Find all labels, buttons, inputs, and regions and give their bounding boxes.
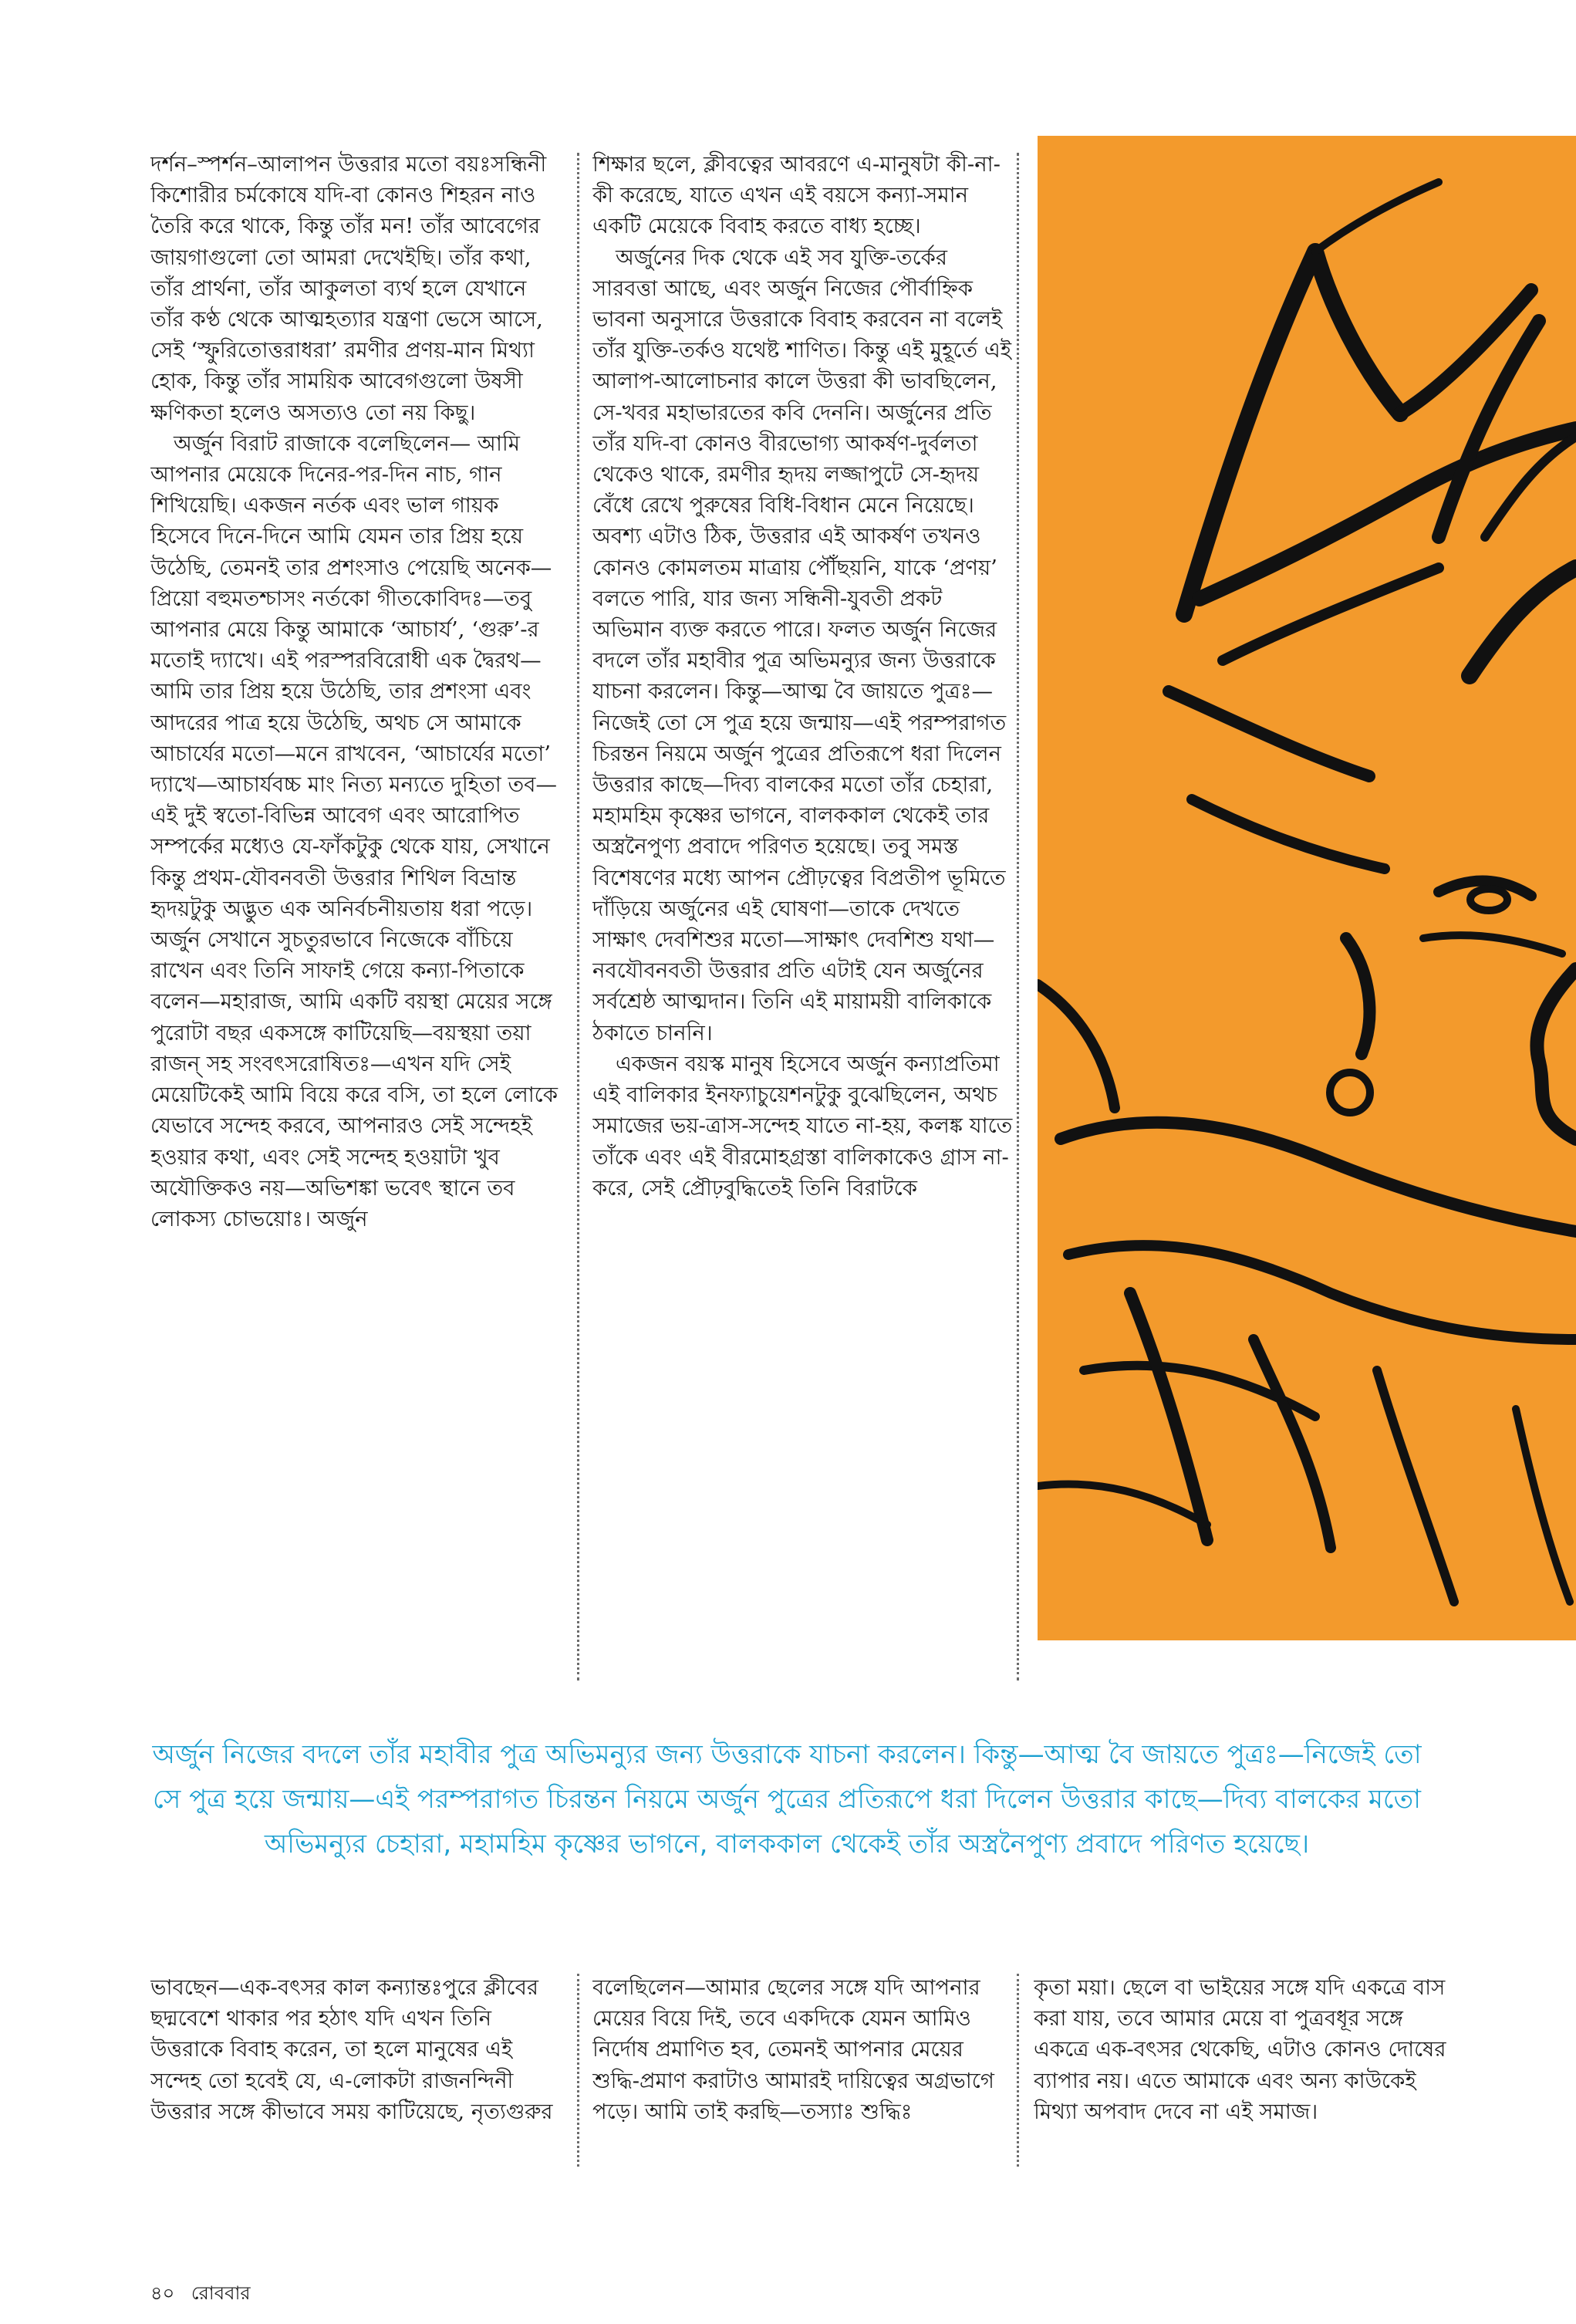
bottom-column-2: বলেছিলেন—আমার ছেলের সঙ্গে যদি আপনার মেয়ের বিয়ে দিই, তবে একদিকে যেমন আমিও নির্দোষ প্রমাণিত হব, তেমনই আপনার মেয়ের শুদ্ধি-প্রমাণ করাটাও আমারই দায়িত্বের অগ্রভাগে পড়ে। আমি তাই করছি—তস্যাঃ শুদ্ধিঃ xyxy=(592,1975,994,2124)
page-footer xyxy=(150,2279,251,2310)
column-divider-2 xyxy=(1017,153,1019,1681)
column-1-paragraph-2: অর্জুন বিরাট রাজাকে বলেছিলেন— আমি আপনার মেয়েকে দিনের-পর-দিন নাচ, গান শিখিয়েছি। একজন নর্তক এবং ভাল গায়ক হিসেবে দিনে-দিনে আমি যেমন তার প্রিয় হয়ে উঠেছি, তেমনই তার প্রশংসাও পেয়েছি অনেক—প্রিয়ো বহুমতশ্চাসং নর্তকো গীতকোবিদঃ—তবু আপনার মেয়ে কিন্তু আমাকে ‘আচার্য’, ‘গুরু’-র মতোই দ্যাখে। এই পরস্পরবিরোধী এক দ্বৈরথ—আমি তার প্রিয় হয়ে উঠেছি, তার প্রশংসা এবং আদরের পাত্র হয়ে উঠেছি, অথচ সে আমাকে আচার্যের মতো—মনে রাখবেন, ‘আচার্যের মতো’ দ্যাখে—আচার্যবচ্চ মাং নিত্য মন্যতে দুহিতা তব—এই দুই স্বতো-বিভিন্ন আবেগ এবং আরোপিত সম্পর্কের মধ্যেও যে-ফাঁকটুকু থেকে যায়, সেখানে কিন্তু প্রথম-যৌবনবতী উত্তরার শিথিল বিভ্রান্ত হৃদয়টুকু অদ্ভুত এক অনির্বচনীয়তায় ধরা পড়ে। অর্জুন সেখানে সুচতুরভাবে নিজেকে বাঁচিয়ে রাখেন এবং তিনি সাফাই গেয়ে কন্যা-পিতাকে বলেন—মহারাজ, আমি একটি বয়স্থা মেয়ের সঙ্গে পুরোটা বছর একসঙ্গে কাটিয়েছি—বয়স্থয়া তয়া রাজন্ সহ সংবৎসরোষিতঃ—এখন যদি সেই মেয়েটিকেই আমি বিয়ে করে বসি, তা হলে লোকে যেভাবে সন্দেহ করবে, আপনারও সেই সন্দেহই হওয়ার কথা, এবং সেই সন্দেহ হওয়াটা খুব অযৌক্তিকও নয়—অভিশঙ্কা ভবেৎ স্থানে তব লোকস্য চোভয়োঃ। অর্জুন xyxy=(150,431,558,1231)
column-1-paragraph-1: দর্শন–স্পর্শন–আলাপন উত্তরার মতো বয়ঃসন্ধিনী কিশোরীর চর্মকোষে যদি-বা কোনও শিহরন নাও তৈরি করে থাকে, কিন্তু তাঁর মন! তাঁর আবেগের জায়গাগুলো তো আমরা দেখেইছি। তাঁর কথা, তাঁর প্রার্থনা, তাঁর আকুলতা ব্যর্থ হলে যেখানে তাঁর কণ্ঠ থেকে আত্মহত্যার যন্ত্রণা ভেসে আসে, সেই ‘স্ফুরিতোত্তরাধরা’ রমণীর প্রণয়-মান মিথ্যা হোক, কিন্তু তাঁর সাময়িক আবেগগুলো উষসী ক্ষণিকতা হলেও অসত্যও তো নয় কিছু। xyxy=(150,152,547,425)
pull-quote: অর্জুন নিজের বদলে তাঁর মহাবীর পুত্র অভিমন্যুর জন্য উত্তরাকে যাচনা করলেন। কিন্তু—আত্ম বৈ জায়তে পুত্রঃ—নিজেই তো সে পুত্র হয়ে জন্মায়—এই পরম্পরাগত চিরন্তন নিয়মে অর্জুন পুত্রের প্রতিরূপে ধরা দিলেন উত্তরার কাছে—দিব্য বালকের মতো অভিমন্যুর চেহারা, মহামহিম কৃষ্ণের ভাগনে, বালককাল থেকেই তাঁর অস্ত্রনৈপুণ্য প্রবাদে পরিণত হয়েছে। xyxy=(152,1739,1422,1860)
article-column-1 xyxy=(150,149,563,1688)
bottom-column-1: ভাবছেন—এক-বৎসর কাল কন্যান্তঃপুরে ক্লীবের ছদ্মবেশে থাকার পর হঠাৎ যদি এখন তিনি উত্তরাকে বিবাহ করেন, তা হলে মানুষের এই সন্দেহ তো হবেই যে, এ-লোকটা রাজনন্দিনী উত্তরার সঙ্গে কীভাবে সময় কাটিয়েছে, নৃত্যগুরুর xyxy=(150,1975,553,2124)
column-2-paragraph-1: শিক্ষার ছলে, ক্লীবত্বের আবরণে এ-মানুষটা কী-না-কী করেছে, যাতে এখন এই বয়সে কন্যা-সমান একটি মেয়েকে বিবাহ করতে বাধ্য হচ্ছে। xyxy=(592,152,1001,239)
column-2-paragraph-3: একজন বয়স্ক মানুষ হিসেবে অর্জুন কন্যাপ্রতিমা এই বালিকার ইনফ্যাচুয়েশনটুকু বুঝেছিলেন, অথচ সমাজের ভয়-ত্রাস-সন্দেহ যাতে না-হয়, কলঙ্ক যাতে তাঁকে এবং এই বীরমোহগ্রস্তা বালিকাকেও গ্রাস না-করে, সেই প্রৌঢ়বুদ্ধিতেই তিনি বিরাটকে xyxy=(592,1051,1013,1201)
illustration-panel xyxy=(1038,136,1576,1640)
article-column-2 xyxy=(592,149,1014,1688)
page-number: ৪০ xyxy=(150,2282,175,2304)
magazine-name: রোববার xyxy=(191,2282,251,2304)
mythological-figure-icon xyxy=(1038,136,1576,1640)
bottom-divider-1 xyxy=(577,1974,579,2167)
bottom-divider-2 xyxy=(1017,1974,1019,2167)
column-divider-1 xyxy=(577,153,579,1681)
column-2-paragraph-2: অর্জুনের দিক থেকে এই সব যুক্তি-তর্কের সারবত্তা আছে, এবং অর্জুন নিজের পৌর্বাহ্নিক ভাবনা অনুসারে উত্তরাকে বিবাহ করবেন না বলেই তাঁর যুক্তি-তর্কও যথেষ্ট শাণিত। কিন্তু এই মুহূর্তে এই আলাপ-আলোচনার কালে উত্তরা কী ভাবছিলেন, সে-খবর মহাভারতের কবি দেননি। অর্জুনের প্রতি তাঁর যদি-বা কোনও বীরভোগ্য আকর্ষণ-দুর্বলতা থেকেও থাকে, রমণীর হৃদয় লজ্জাপুটে সে-হৃদয় বেঁধে রেখে পুরুষের বিধি-বিধান মেনে নিয়েছে। অবশ্য এটাও ঠিক, উত্তরার এই আকর্ষণ তখনও কোনও কোমলতম মাত্রায় পৌঁছয়নি, যাকে ‘প্রণয়’ বলতে পারি, যার জন্য সন্ধিনী-যুবতী প্রকট অভিমান ব্যক্ত করতে পারে। ফলত অর্জুন নিজের বদলে তাঁর মহাবীর পুত্র অভিমন্যুর জন্য উত্তরাকে যাচনা করলেন। কিন্তু—আত্ম বৈ জায়তে পুত্রঃ—নিজেই তো সে পুত্র হয়ে জন্মায়—এই পরম্পরাগত চিরন্তন নিয়মে অর্জুন পুত্রের প্রতিরূপে ধরা দিলেন উত্তরার কাছে—দিব্য বালকের মতো তাঁর চেহারা, মহামহিম কৃষ্ণের ভাগনে, বালককাল থেকেই তার অস্ত্রনৈপুণ্য প্রবাদে পরিণত হয়েছে। তবু সমস্ত বিশেষণের মধ্যে আপন প্রৌঢ়ত্বের বিপ্রতীপ ভূমিতে দাঁড়িয়ে অর্জুনের এই ঘোষণা—তাকে দেখতে সাক্ষাৎ দেবশিশুর মতো—সাক্ষাৎ দেবশিশু যথা—নবযৌবনবতী উত্তরার প্রতি এটাই যেন অর্জুনের সর্বশ্রেষ্ঠ আত্মদান। তিনি এই মায়াময়ী বালিকাকে ঠকাতে চাননি। xyxy=(592,245,1012,1045)
bottom-column-3: কৃতা ময়া। ছেলে বা ভাইয়ের সঙ্গে যদি একত্রে বাস করা যায়, তবে আমার মেয়ে বা পুত্রবধূর সঙ্গে একত্রে এক-বৎসর থেকেছি, এটাও কোনও দোষের ব্যাপার নয়। এতে আমাকে এবং অন্য কাউকেই মিথ্যা অপবাদ দেবে না এই সমাজ। xyxy=(1034,1975,1446,2124)
